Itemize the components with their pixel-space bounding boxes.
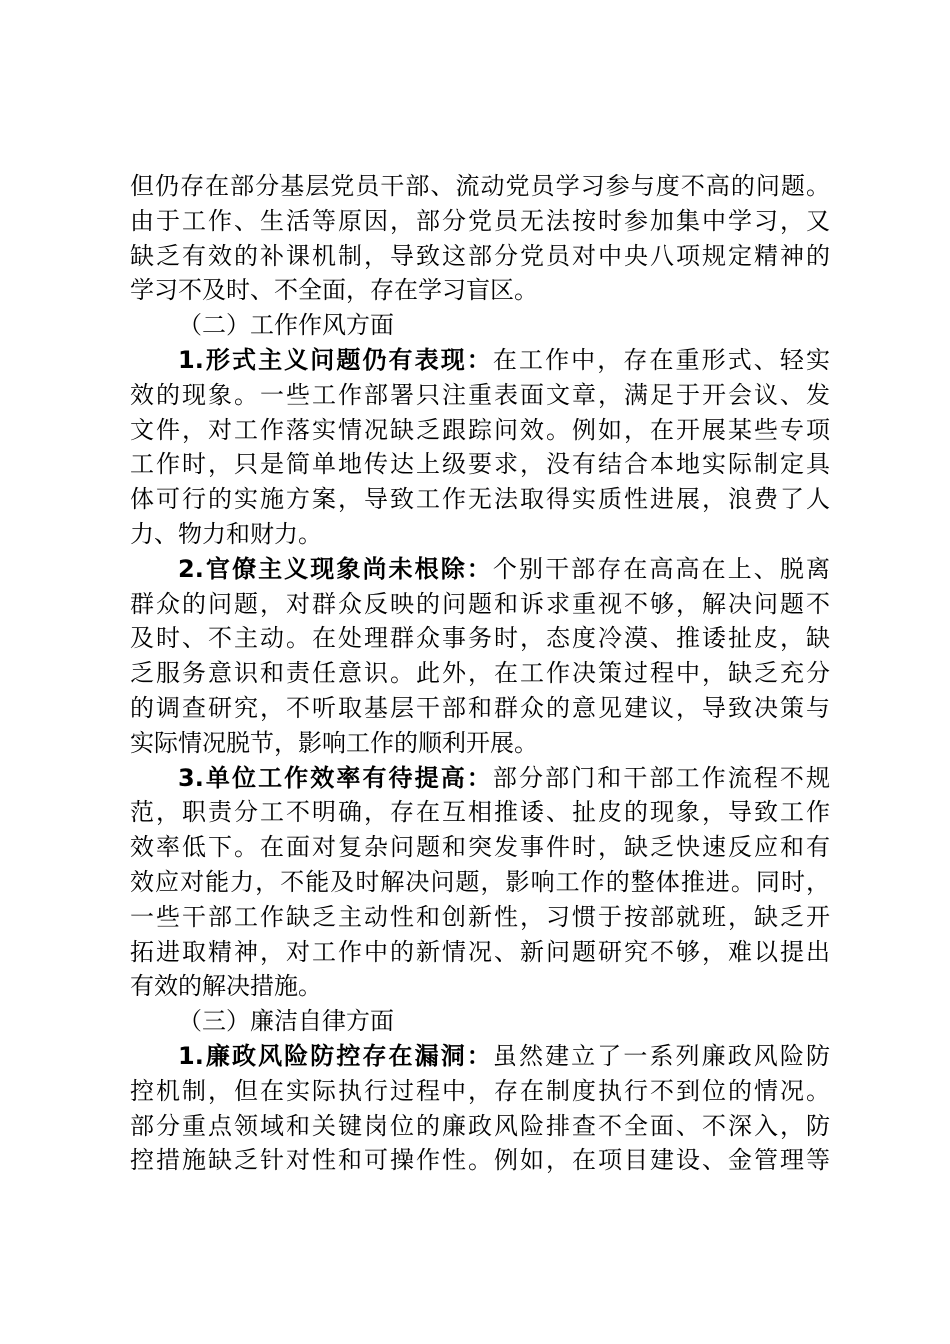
text-line: 有效的解决措施。 [130,972,322,1001]
text-line: 缺乏有效的补课机制，导致这部分党员对中央八项规定精神的 [130,241,830,270]
paragraph-lead-rest: 在工作中，存在重形式、轻实 [492,345,830,374]
text-line: 效率低下。在面对复杂问题和突发事件时，缺乏快速反应和有 [130,833,830,862]
text-line: 但仍存在部分基层党员干部、流动党员学习参与度不高的问题。 [130,172,830,200]
text-line [130,761,830,796]
text-line: 由于工作、生活等原因，部分党员无法按时参加集中学习，又 [130,206,830,235]
text-line: 效应对能力，不能及时解决问题，影响工作的整体推进。同时， [130,867,830,896]
text-line: 部分重点领域和关键岗位的廉政风险排查不全面、不深入，防 [130,1111,830,1140]
text-line: 范，职责分工不明确，存在互相推诿、扯皮的现象，导致工作 [130,798,830,827]
text-line: 实际情况脱节，影响工作的顺利开展。 [130,728,538,757]
section-heading-work-style: （二）工作作风方面 [178,311,394,340]
text-line: 乏服务意识和责任意识。此外，在工作决策过程中，缺乏充分 [130,659,830,688]
paragraph-lead: 1.廉政风险防控存在漏洞： [178,1041,493,1070]
text-line: 力、物力和财力。 [130,519,322,548]
paragraph-bureaucracy [130,552,830,761]
text-line: 体可行的实施方案，导致工作无法取得实质性进展，浪费了人 [130,485,830,514]
text-line: 一些干部工作缺乏主动性和创新性，习惯于按部就班，缺乏开 [130,902,830,931]
paragraph-formalism [130,343,830,552]
text-line: 群众的问题，对群众反映的问题和诉求重视不够，解决问题不 [130,589,830,618]
section-heading-integrity: （三）廉洁自律方面 [178,1007,394,1036]
paragraph-lead: 3.单位工作效率有待提高： [178,763,493,792]
text-line [130,343,830,378]
paragraph-lead-rest: 个别干部存在高高在上、脱离 [492,554,830,583]
text-line: 学习不及时、不全面，存在学习盲区。 [130,276,538,305]
text-line: 控措施缺乏针对性和可操作性。例如，在项目建设、金管理等 [130,1146,830,1175]
paragraph-efficiency [130,761,830,1005]
paragraph-lead: 2.官僚主义现象尚未根除： [178,554,493,583]
text-line: 及时、不主动。在处理群众事务时，态度冷漠、推诿扯皮，缺 [130,624,830,653]
paragraph-risk-control [130,1039,830,1178]
paragraph-lead-rest: 部分部门和干部工作流程不规 [492,763,830,792]
text-line: 工作时，只是简单地传达上级要求，没有结合本地实际制定具 [130,450,830,479]
paragraph-lead: 1.形式主义问题仍有表现： [178,345,493,374]
text-line: 拓进取精神，对工作中的新情况、新问题研究不够，难以提出 [130,937,830,966]
text-line: 文件，对工作落实情况缺乏跟踪问效。例如，在开展某些专项 [130,415,830,444]
paragraph-continuation [130,169,830,308]
paragraph-lead-rest: 虽然建立了一系列廉政风险防 [492,1041,830,1070]
text-line: 控机制，但在实际执行过程中，存在制度执行不到位的情况。 [130,1076,830,1105]
text-line [130,552,830,587]
text-line [130,1039,830,1074]
text-line: 的调查研究，不听取基层干部和群众的意见建议，导致决策与 [130,693,830,722]
document-page [130,169,830,1178]
text-line: 效的现象。一些工作部署只注重表面文章，满足于开会议、发 [130,380,830,409]
